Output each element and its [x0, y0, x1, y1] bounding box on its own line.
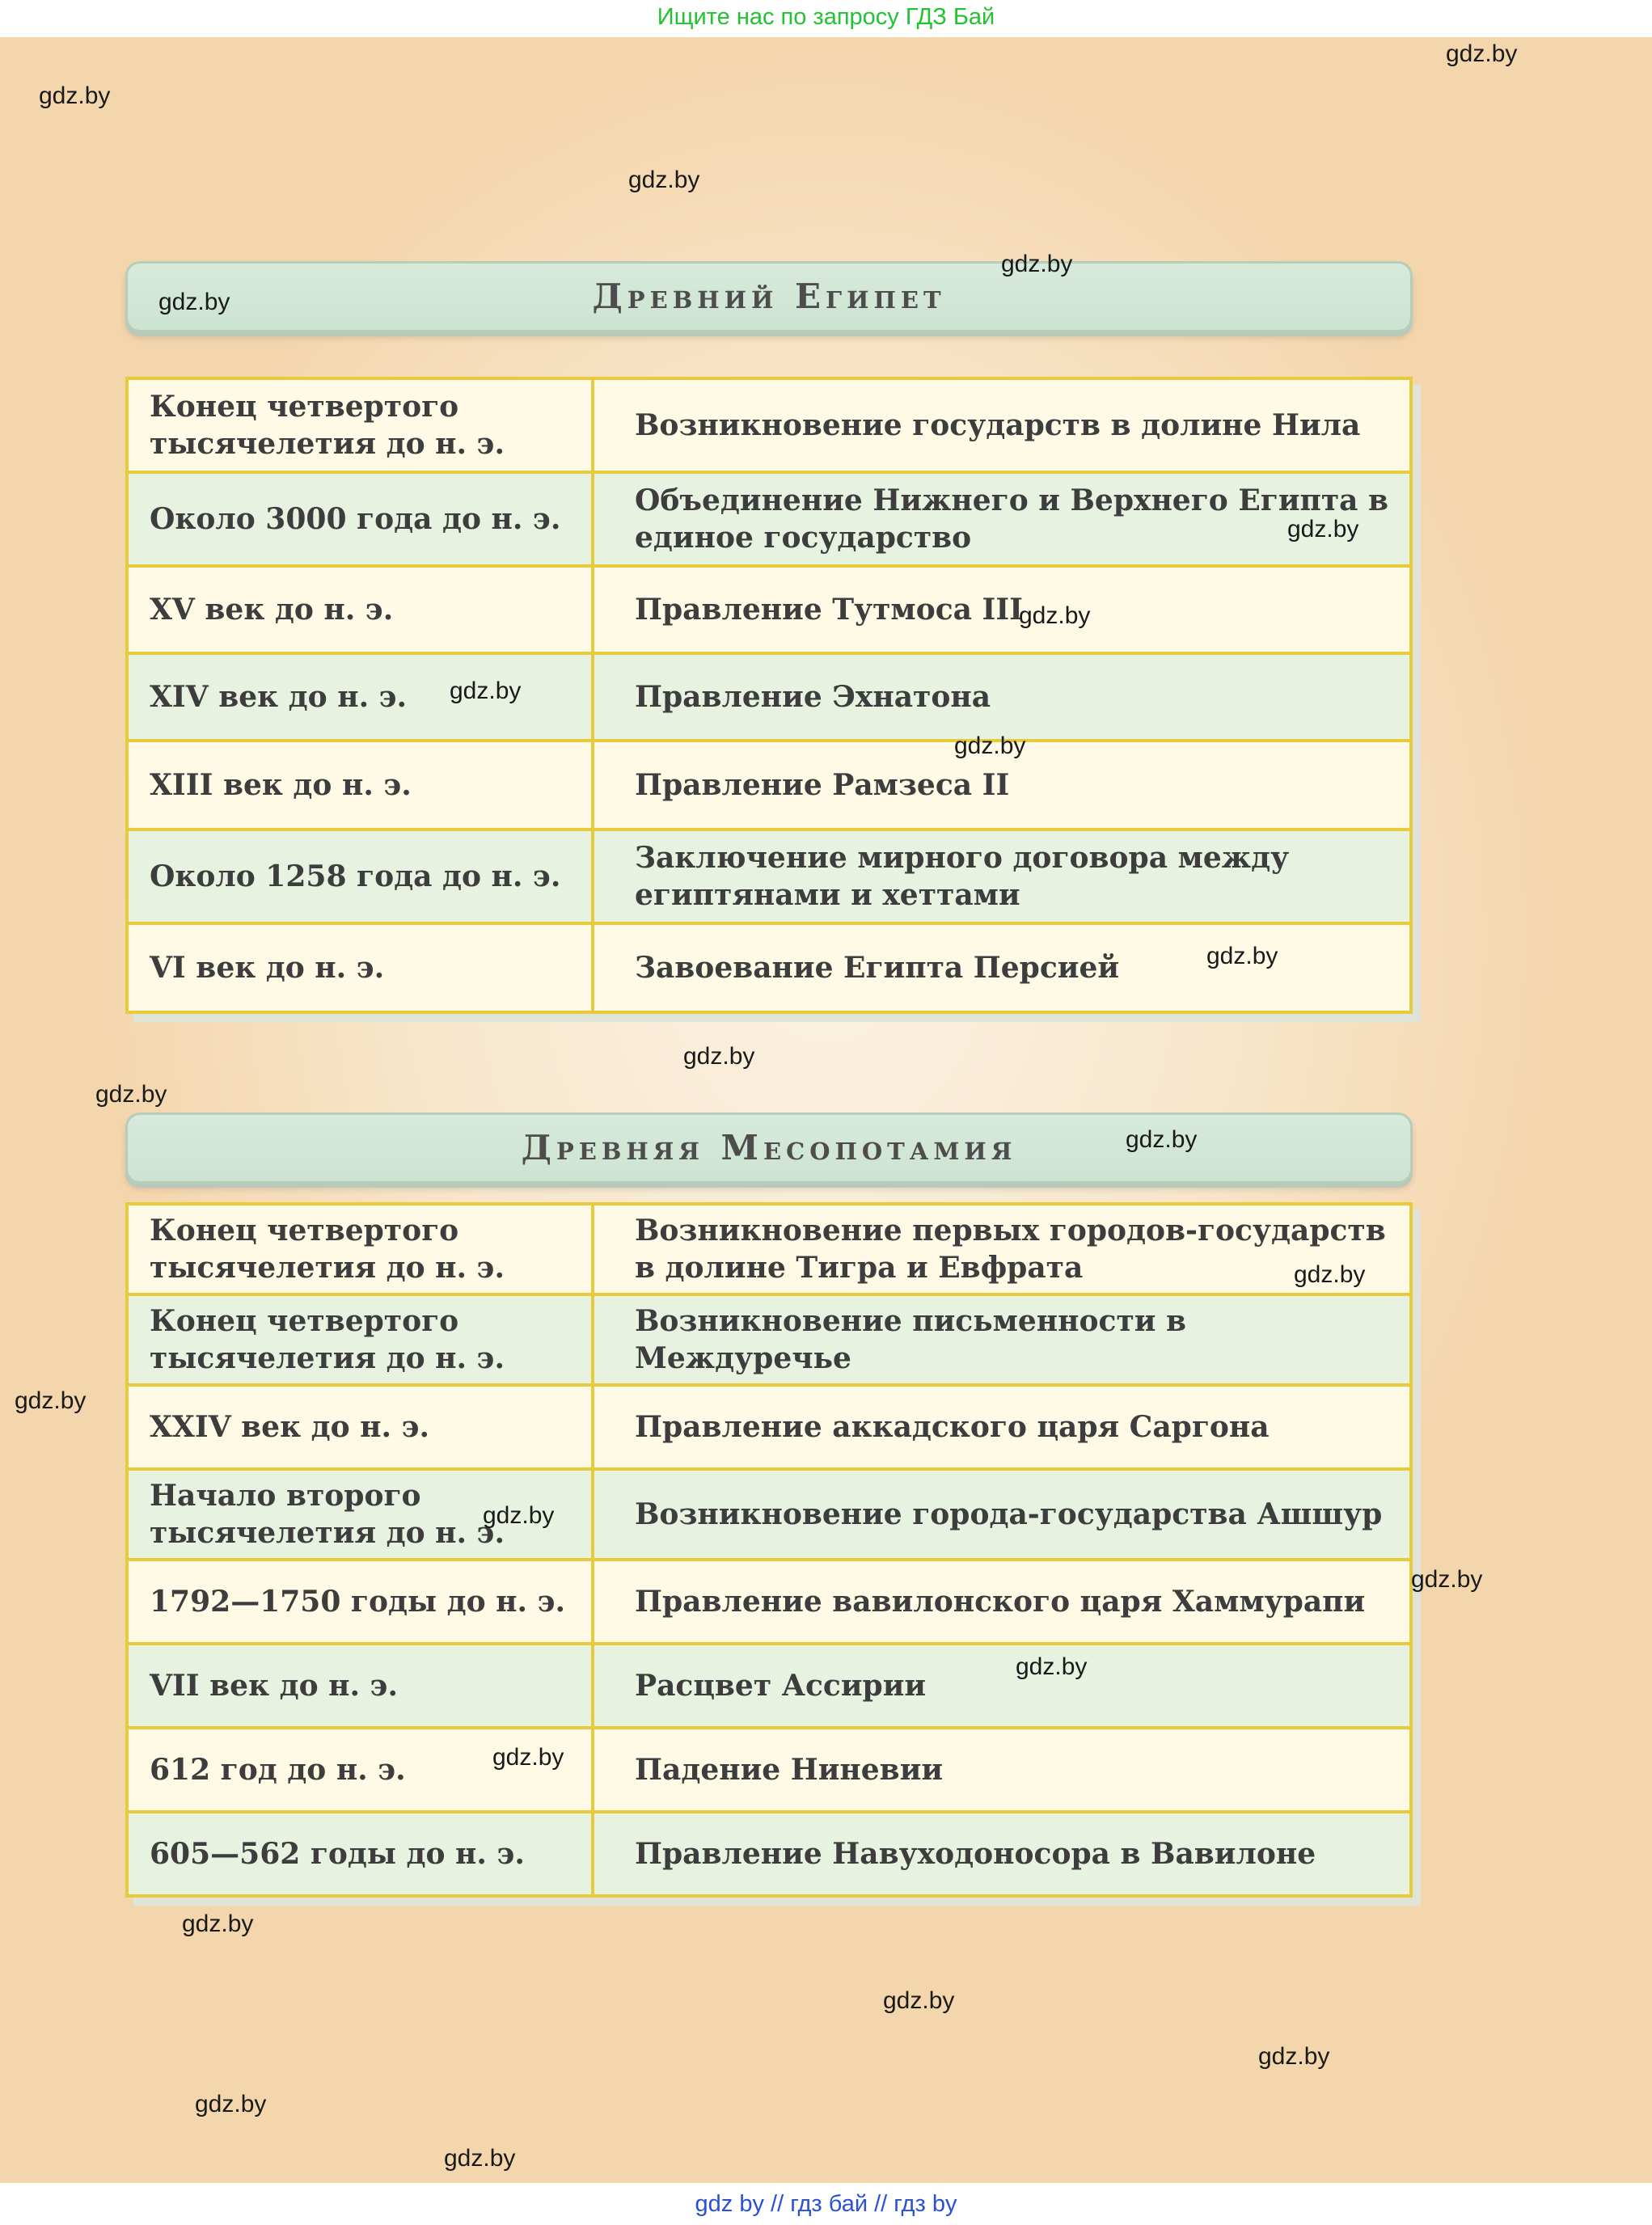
- watermark: gdz.by: [195, 2091, 267, 2117]
- event-cell: Возникновение государств в долине Нила: [593, 378, 1411, 472]
- table-row: [127, 830, 1411, 923]
- date-cell: Конец четвертого тысячелетия до н. э.: [127, 378, 593, 472]
- event-cell: Возникновение первых городов-государств в долине Тигра и Евфрата: [593, 1204, 1411, 1294]
- watermark: gdz.by: [954, 733, 1026, 759]
- table-row: [127, 1294, 1411, 1385]
- date-cell: XV век до н. э.: [127, 566, 593, 653]
- watermark: gdz.by: [628, 167, 700, 193]
- date-cell: Конец четвертого тысячелетия до н. э.: [127, 1294, 593, 1385]
- textbook-page: [0, 37, 1652, 2183]
- watermark: gdz.by: [182, 1910, 254, 1937]
- date-cell: Конец четвертого тысячелетия до н. э.: [127, 1204, 593, 1294]
- watermark: gdz.by: [683, 1043, 755, 1070]
- watermark: gdz.by: [1019, 602, 1091, 629]
- watermark: gdz.by: [883, 1987, 955, 2014]
- table-row: [127, 1728, 1411, 1812]
- bottom-banner: gdz by // гдз бай // гдз by: [0, 2183, 1652, 2225]
- mesopotamia-section-title: Древняя Месопотамия: [125, 1112, 1413, 1184]
- watermark: gdz.by: [95, 1081, 167, 1108]
- top-banner: Ищите нас по запросу ГДЗ Бай: [0, 0, 1652, 37]
- watermark: gdz.by: [1001, 251, 1073, 277]
- date-cell: VII век до н. э.: [127, 1644, 593, 1728]
- watermark: gdz.by: [1206, 943, 1278, 969]
- event-cell: Расцвет Ассирии: [593, 1644, 1411, 1728]
- date-cell: Около 3000 года до н. э.: [127, 472, 593, 566]
- event-cell: Завоевание Египта Персией: [593, 923, 1411, 1012]
- date-cell: VI век до н. э.: [127, 923, 593, 1012]
- table-row: [127, 653, 1411, 741]
- table-row: [127, 1469, 1411, 1560]
- watermark: gdz.by: [39, 82, 111, 109]
- table-row: [127, 472, 1411, 566]
- table-row: [127, 378, 1411, 472]
- table-row: [127, 1204, 1411, 1294]
- event-cell: Правление вавилонского царя Хаммурапи: [593, 1560, 1411, 1644]
- date-cell: XXIV век до н. э.: [127, 1385, 593, 1469]
- event-cell: Правление Рамзеса II: [593, 741, 1411, 830]
- watermark: gdz.by: [1294, 1261, 1366, 1288]
- date-cell: 1792—1750 годы до н. э.: [127, 1560, 593, 1644]
- watermark: gdz.by: [1287, 516, 1359, 543]
- event-cell: Возникновение письменности в Междуречье: [593, 1294, 1411, 1385]
- mesopotamia-timeline-table: [125, 1202, 1413, 1898]
- event-cell: Падение Ниневии: [593, 1728, 1411, 1812]
- event-cell: Заключение мирного договора между египтянами и хеттами: [593, 830, 1411, 923]
- date-cell: XIII век до н. э.: [127, 741, 593, 830]
- date-cell: 612 год до н. э.: [127, 1728, 593, 1812]
- table-row: [127, 1812, 1411, 1896]
- table-row: [127, 741, 1411, 830]
- date-cell: Около 1258 года до н. э.: [127, 830, 593, 923]
- date-cell: XIV век до н. э.: [127, 653, 593, 741]
- egypt-section-title: Древний Египет: [125, 261, 1413, 332]
- watermark: gdz.by: [15, 1387, 87, 1414]
- watermark: gdz.by: [1258, 2043, 1330, 2070]
- watermark: gdz.by: [158, 289, 230, 315]
- watermark: gdz.by: [1016, 1653, 1088, 1680]
- event-cell: Объединение Нижнего и Верхнего Египта в единое государство: [593, 472, 1411, 566]
- egypt-timeline-table: [125, 377, 1413, 1014]
- watermark: gdz.by: [444, 2145, 516, 2172]
- date-cell: 605—562 годы до н. э.: [127, 1812, 593, 1896]
- table-row: [127, 1644, 1411, 1728]
- watermark: gdz.by: [450, 678, 522, 704]
- table-row: [127, 566, 1411, 653]
- table-row: [127, 1560, 1411, 1644]
- event-cell: Правление аккадского царя Саргона: [593, 1385, 1411, 1469]
- watermark: gdz.by: [1126, 1126, 1198, 1153]
- watermark: gdz.by: [492, 1744, 564, 1771]
- watermark: gdz.by: [483, 1502, 555, 1529]
- date-cell: Начало второго тысячелетия до н. э.: [127, 1469, 593, 1560]
- event-cell: Возникновение города-государства Ашшур: [593, 1469, 1411, 1560]
- watermark: gdz.by: [1411, 1566, 1483, 1593]
- table-row: [127, 1385, 1411, 1469]
- event-cell: Правление Тутмоса III: [593, 566, 1411, 653]
- event-cell: Правление Навуходоносора в Вавилоне: [593, 1812, 1411, 1896]
- event-cell: Правление Эхнатона: [593, 653, 1411, 741]
- watermark: gdz.by: [1446, 40, 1518, 67]
